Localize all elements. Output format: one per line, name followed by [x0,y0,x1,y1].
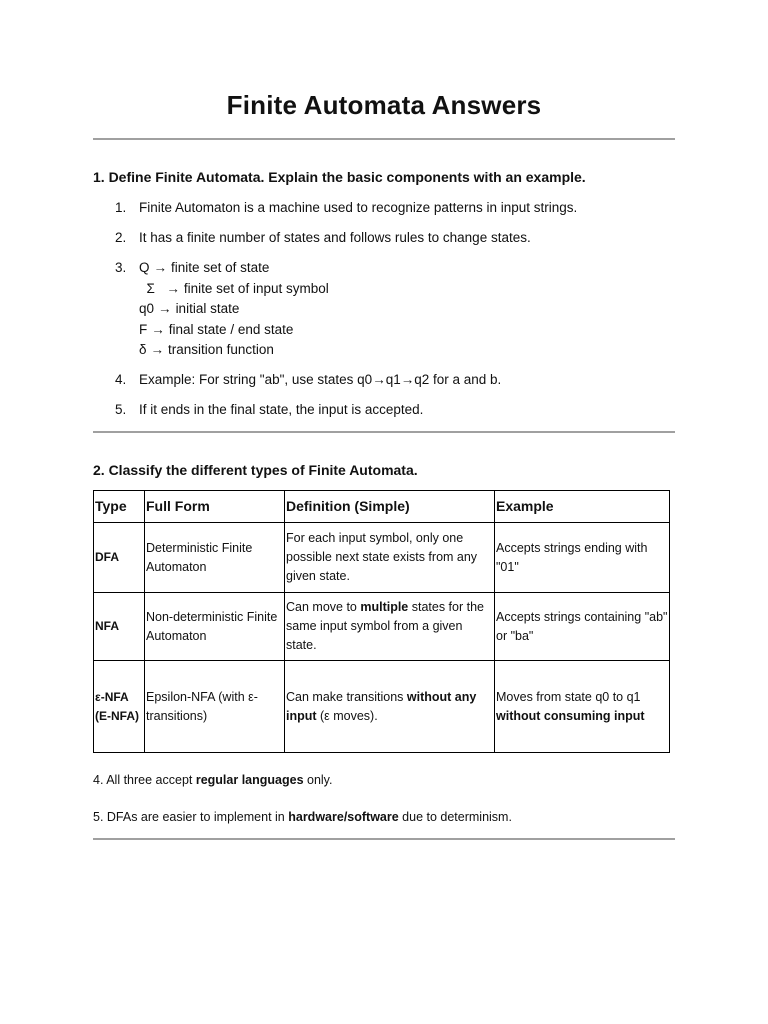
type-alias: (E-NFA) [95,708,139,723]
arrow-right-icon: → [166,280,180,296]
note-line [93,810,512,824]
example-text: Moves from state q0 to q1 [496,689,641,704]
example-cell [495,593,670,661]
page-title: Finite Automata Answers [226,90,542,120]
list-item-text: If it ends in the final state, the input is accepted. [139,402,424,417]
component-description: final state / end state [168,321,294,337]
full-form-cell: Epsilon-NFA (with ε-transitions) [145,661,285,753]
component-symbol: F [139,321,148,337]
component-description: transition function [168,342,274,357]
list-item-text: Example: For string "ab", use states q0→q1→q2 for a and b. [139,372,502,387]
component-symbol: δ [139,342,147,357]
definition-text: For each input symbol, only one possible next state exists from any given state. [286,531,478,583]
component-line [139,299,669,320]
note-emphasis: hardware/software [288,810,399,824]
component-description: finite set of state [171,260,270,275]
arrow-right-icon: → [158,301,172,316]
component-symbol: q0 [139,301,155,316]
column-header-type: Type [94,491,145,523]
arrow-right-icon: → [150,342,165,357]
type-cell: DFA [94,523,145,593]
list-item-number: 4. [115,372,127,387]
type-cell [94,661,145,753]
divider [93,431,675,433]
full-form-cell: Deterministic Finite Automaton [145,523,285,593]
definition-emphasis: multiple [360,600,409,614]
component-line [139,320,669,341]
note-text: 5. DFAs are easier to implement in [93,810,289,824]
column-header-definition: Definition (Simple) [285,491,495,523]
note-text: due to determinism. [398,810,512,824]
component-symbol: Q [139,260,150,275]
question-2-heading: 2. Classify the different types of Finite Automata. [93,462,418,478]
divider [93,838,675,840]
definition-emphasis: without any input [286,689,477,723]
list-item-text: It has a finite number of states and follows rules to change states. [139,230,531,245]
table-header-row [94,491,670,523]
component-description: finite set of input symbol [183,280,329,296]
example-cell [495,661,670,753]
component-symbol: Σ [146,280,155,296]
definition-text: Can make transitions [286,689,407,704]
component-line [139,340,669,361]
definition-cell [285,661,495,753]
definition-text: Can move to [286,600,361,614]
note-emphasis: regular languages [195,773,304,787]
list-item-text: Finite Automaton is a machine used to recognize patterns in input strings. [139,200,578,215]
definition-cell [285,593,495,661]
full-form-cell: Non-deterministic Finite Automaton [145,593,285,661]
example-text: Accepts strings containing "ab" or "ba" [496,609,668,643]
component-description: initial state [175,301,240,316]
component-line [139,258,669,279]
example-text: Accepts strings ending with "01" [496,540,648,574]
example-emphasis: without consuming input [496,708,645,723]
arrow-right-icon: → [151,321,165,337]
column-header-full-form: Full Form [145,491,285,523]
components-list [139,258,669,361]
list-item-number: 1. [115,200,127,215]
list-item-number: 2. [115,230,127,245]
question-1-heading: 1. Define Finite Automata. Explain the basic components with an example. [93,169,586,185]
list-item-number: 3. [115,260,127,275]
definition-text: (ε moves). [316,708,378,723]
table-row [94,593,670,661]
note-line [93,773,332,787]
definition-cell [285,523,495,593]
component-line [139,279,669,300]
arrow-right-icon: → [153,260,168,275]
note-text: only. [303,773,333,787]
table-row [94,661,670,753]
divider [93,138,675,140]
list-item-number: 5. [115,402,127,417]
type-name: ε-NFA [95,689,129,704]
example-cell [495,523,670,593]
note-text: 4. All three accept [93,773,196,787]
column-header-example: Example [495,491,670,523]
automata-types-table [93,490,670,753]
type-cell: NFA [94,593,145,661]
definition-text: states for the same input symbol from a given state. [286,600,484,652]
table-row [94,523,670,593]
